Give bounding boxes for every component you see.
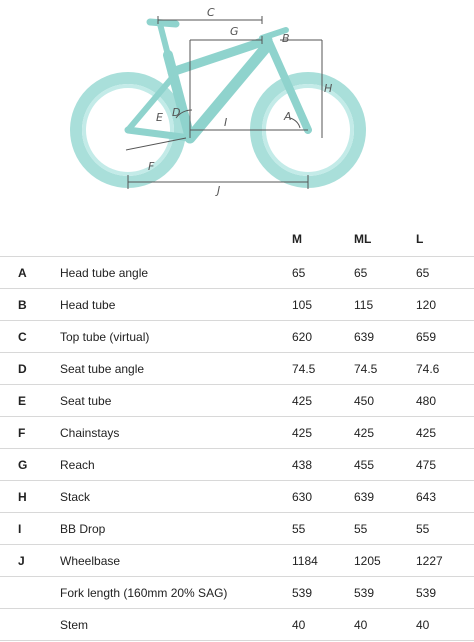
dim-label-g: G (230, 25, 239, 38)
row-value-ml: 55 (354, 513, 416, 545)
dim-label-h: H (324, 82, 333, 95)
row-value-m: 425 (292, 417, 354, 449)
row-letter: E (0, 385, 60, 417)
row-value-m: 74.5 (292, 353, 354, 385)
row-value-l: 120 (416, 289, 474, 321)
dim-label-a: A (284, 110, 292, 123)
row-value-l: 1227 (416, 545, 474, 577)
row-measurement-name: Head tube (60, 289, 292, 321)
row-value-m: 620 (292, 321, 354, 353)
row-value-m: 630 (292, 481, 354, 513)
row-measurement-name: Seat tube angle (60, 353, 292, 385)
row-value-l: 65 (416, 257, 474, 289)
row-value-l: 539 (416, 577, 474, 609)
row-value-l: 480 (416, 385, 474, 417)
row-letter: C (0, 321, 60, 353)
row-value-ml: 639 (354, 481, 416, 513)
header-size-ml: ML (354, 232, 372, 246)
row-value-ml: 74.5 (354, 353, 416, 385)
row-letter: D (0, 353, 60, 385)
row-value-m: 1184 (292, 545, 354, 577)
row-measurement-name: Chainstays (60, 417, 292, 449)
dim-label-e: E (156, 111, 163, 124)
row-letter: I (0, 513, 60, 545)
row-letter: J (0, 545, 60, 577)
table-row (0, 609, 474, 641)
row-measurement-name: Wheelbase (60, 545, 292, 577)
row-value-m: 539 (292, 577, 354, 609)
row-measurement-name: Fork length (160mm 20% SAG) (60, 577, 292, 609)
row-letter (0, 609, 60, 641)
row-measurement-name: Reach (60, 449, 292, 481)
row-letter: G (0, 449, 60, 481)
row-measurement-name: Seat tube (60, 385, 292, 417)
table-body (0, 257, 474, 641)
header-name (60, 222, 292, 257)
row-letter: B (0, 289, 60, 321)
dim-label-d: D (172, 106, 181, 119)
row-value-ml: 450 (354, 385, 416, 417)
row-value-ml: 65 (354, 257, 416, 289)
row-value-ml: 455 (354, 449, 416, 481)
geometry-table (0, 222, 474, 641)
row-value-ml: 639 (354, 321, 416, 353)
dim-label-i: I (224, 116, 228, 129)
row-value-l: 55 (416, 513, 474, 545)
dim-label-b: B (282, 32, 290, 45)
row-value-l: 475 (416, 449, 474, 481)
row-value-ml: 40 (354, 609, 416, 641)
table-row (0, 481, 474, 513)
header-size-l: L (416, 232, 424, 246)
row-value-m: 65 (292, 257, 354, 289)
table-row (0, 353, 474, 385)
row-letter (0, 577, 60, 609)
row-measurement-name: Head tube angle (60, 257, 292, 289)
row-value-m: 105 (292, 289, 354, 321)
row-value-ml: 115 (354, 289, 416, 321)
bike-sketch (0, 0, 474, 210)
row-measurement-name: Top tube (virtual) (60, 321, 292, 353)
row-value-l: 659 (416, 321, 474, 353)
row-value-l: 40 (416, 609, 474, 641)
header-size-m: M (292, 232, 302, 246)
row-value-ml: 1205 (354, 545, 416, 577)
header-letter (0, 222, 60, 257)
table-header-row (0, 222, 474, 257)
row-value-m: 425 (292, 385, 354, 417)
row-measurement-name: BB Drop (60, 513, 292, 545)
table-row (0, 545, 474, 577)
table-row (0, 385, 474, 417)
table-row (0, 417, 474, 449)
table-row (0, 257, 474, 289)
row-letter: A (0, 257, 60, 289)
table-row (0, 449, 474, 481)
table-row (0, 577, 474, 609)
table-row (0, 289, 474, 321)
table-row (0, 513, 474, 545)
row-value-m: 40 (292, 609, 354, 641)
row-value-m: 438 (292, 449, 354, 481)
dim-label-f: F (148, 160, 155, 173)
bike-geometry-diagram (0, 0, 474, 210)
row-value-l: 425 (416, 417, 474, 449)
dim-label-j: J (217, 184, 221, 197)
table-row (0, 321, 474, 353)
row-value-l: 74.6 (416, 353, 474, 385)
row-letter: H (0, 481, 60, 513)
row-value-l: 643 (416, 481, 474, 513)
row-value-ml: 539 (354, 577, 416, 609)
row-measurement-name: Stack (60, 481, 292, 513)
row-value-ml: 425 (354, 417, 416, 449)
row-measurement-name: Stem (60, 609, 292, 641)
dim-label-c: C (207, 6, 215, 19)
row-value-m: 55 (292, 513, 354, 545)
row-letter: F (0, 417, 60, 449)
